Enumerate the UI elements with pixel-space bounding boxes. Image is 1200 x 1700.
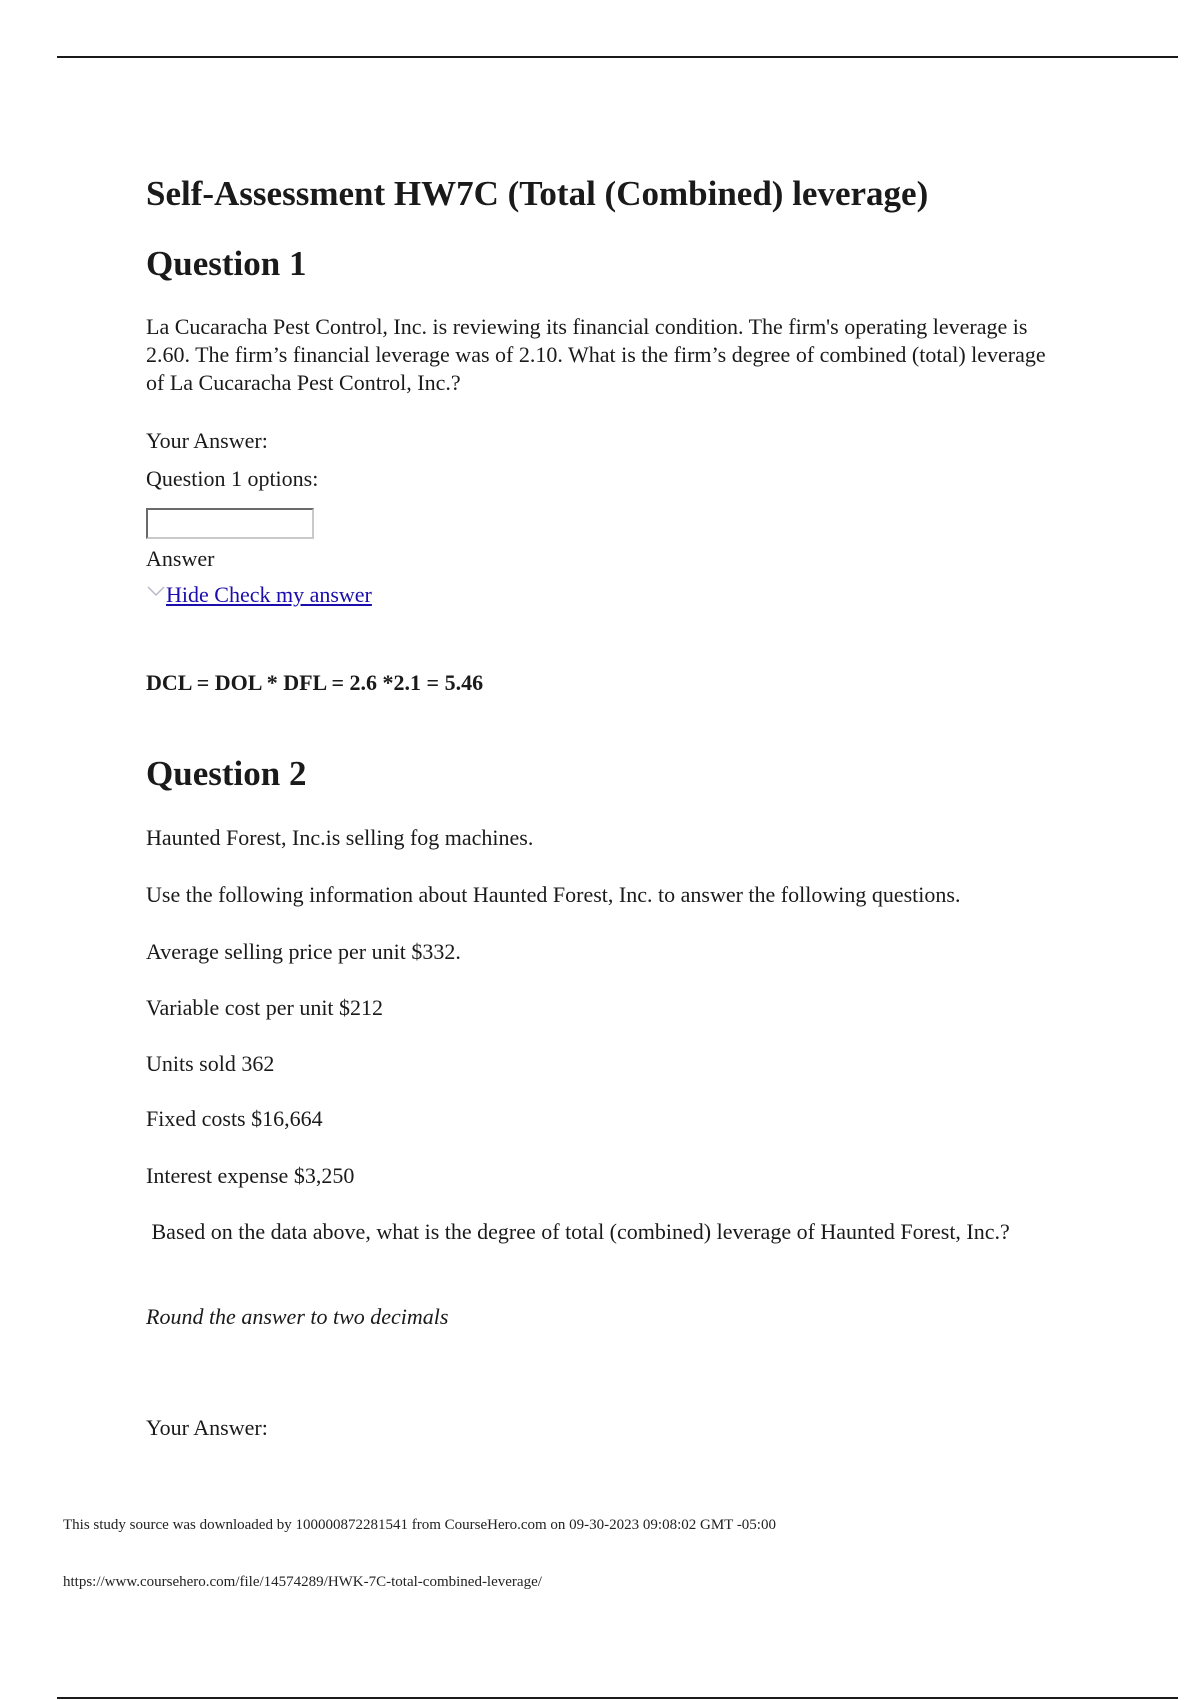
source-url: https://www.coursehero.com/file/14574289/HWK-7C-total-combined-leverage/ <box>63 1574 542 1590</box>
question-1-text: La Cucaracha Pest Control, Inc. is reviewing its financial condition. The firm's operating leverage is 2.60. The firm’s financial leverage was of 2.10. What is the firm’s degree of combined (total) leverage of La Cucaracha Pest Control, Inc.? <box>146 314 1046 395</box>
question-1-answer-label: Answer <box>146 546 215 571</box>
question-1-answer-input[interactable] <box>146 508 314 539</box>
source-footer: This study source was downloaded by 100000872281541 from CourseHero.com on 09-30-2023 09:08:02 GMT -05:00 <box>63 1517 776 1533</box>
question-2-text: Based on the data above, what is the degree of total (combined) leverage of Haunted Forest, Inc.? <box>146 1219 1010 1244</box>
question-2-variable-cost: Variable cost per unit $212 <box>146 995 384 1020</box>
question-2-interest: Interest expense $3,250 <box>146 1163 355 1188</box>
top-divider <box>57 56 1178 58</box>
bottom-divider <box>57 1697 1178 1699</box>
page-title: Self-Assessment HW7C (Total (Combined) leverage) <box>146 174 929 213</box>
question-2-intro: Haunted Forest, Inc.is selling fog machines. <box>146 825 534 850</box>
question-2-units: Units sold 362 <box>146 1051 275 1076</box>
question-2-rounding-note: Round the answer to two decimals <box>146 1304 449 1329</box>
question-2-your-answer-label: Your Answer: <box>146 1415 268 1440</box>
question-2-instruction: Use the following information about Haunted Forest, Inc. to answer the following questions. <box>146 882 961 907</box>
hide-check-answer-link[interactable]: Hide Check my answer <box>166 582 372 607</box>
chevron-down-icon[interactable] <box>146 584 166 598</box>
question-1-heading: Question 1 <box>146 244 307 283</box>
question-1-your-answer-label: Your Answer: <box>146 428 268 453</box>
question-2-price: Average selling price per unit $332. <box>146 939 461 964</box>
check-answer-toggle[interactable] <box>146 580 372 610</box>
question-1-solution: DCL = DOL * DFL = 2.6 *2.1 = 5.46 <box>146 670 484 695</box>
question-2-heading: Question 2 <box>146 754 307 793</box>
question-1-options-label: Question 1 options: <box>146 466 319 491</box>
question-2-fixed-costs: Fixed costs $16,664 <box>146 1106 323 1131</box>
